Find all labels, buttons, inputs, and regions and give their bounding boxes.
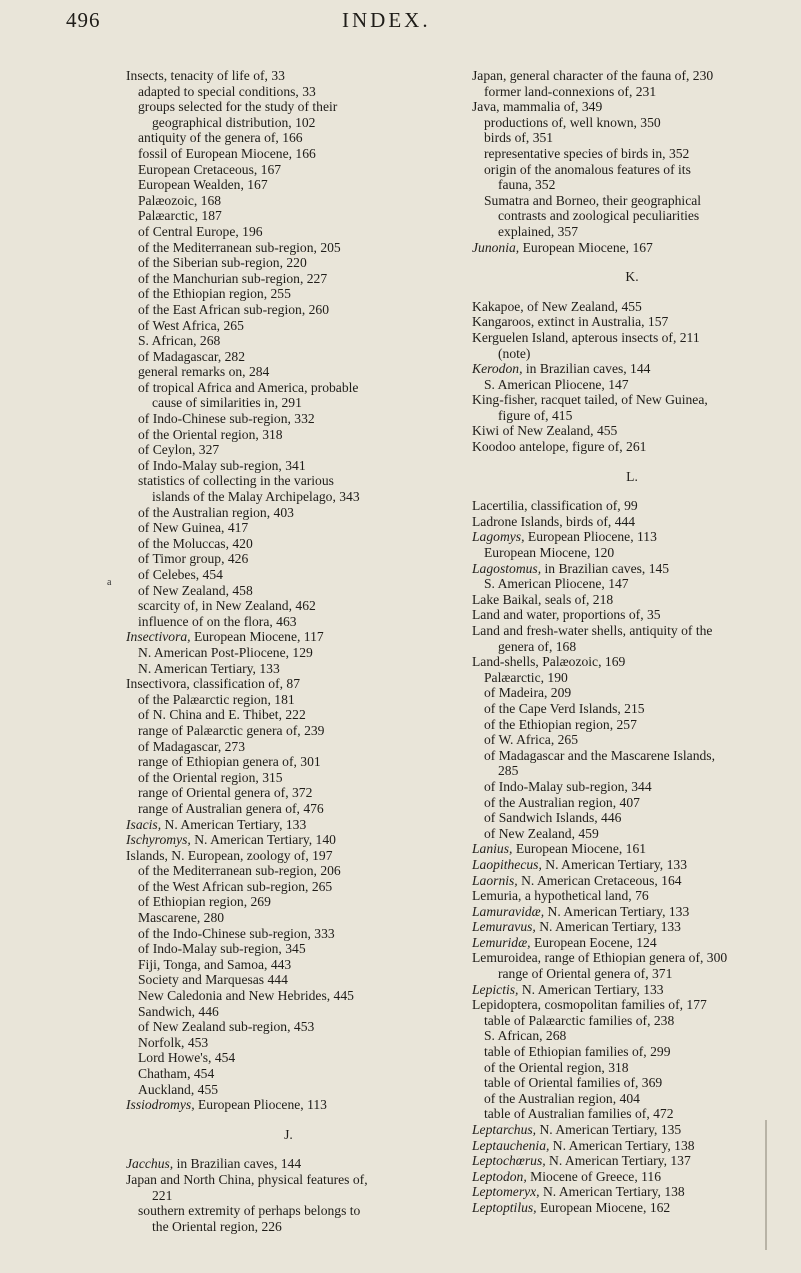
index-subentry: influence of on the flora, 463 [138, 613, 297, 629]
index-entry: Issiodromys, European Pliocene, 113 [126, 1097, 327, 1113]
index-subentry: southern extremity of perhaps belongs to [138, 1203, 361, 1219]
page-edge-shadow [765, 1120, 767, 1250]
index-subentry: S. African, 268 [484, 1028, 567, 1044]
section-letter: J. [284, 1126, 293, 1142]
index-subentry: of the Indo-Chinese sub-region, 333 [138, 925, 335, 941]
index-subentry: of Timor group, 426 [138, 551, 249, 567]
index-subentry: Sumatra and Borneo, their geographical [484, 192, 702, 208]
index-subentry: Society and Marquesas 444 [138, 972, 288, 988]
index-entry: Leptochœrus, N. American Tertiary, 137 [472, 1153, 691, 1169]
index-subentry: table of Ethiopian families of, 299 [484, 1044, 671, 1060]
index-subentry: Lord Howe's, 454 [138, 1050, 236, 1066]
taxon-name: Junonia, [472, 239, 520, 255]
taxon-name: Lagostomus, [472, 560, 542, 576]
index-entry: Kerodon, in Brazilian caves, 144 [472, 361, 651, 377]
index-subentry: of the Palæarctic region, 181 [138, 691, 295, 707]
index-subentry: of the Manchurian sub-region, 227 [138, 270, 328, 286]
index-subentry: 221 [152, 1187, 173, 1203]
taxon-name: Kerodon, [472, 361, 523, 377]
taxon-name: Lepictis, [472, 981, 519, 997]
index-entry: Lemuroidea, range of Ethiopian genera of, 300 [472, 950, 728, 966]
index-entry: Laornis, N. American Cretaceous, 164 [472, 872, 682, 888]
index-subentry: S. American Pliocene, 147 [484, 576, 629, 592]
index-subentry: table of Palæarctic families of, 238 [484, 1012, 675, 1028]
running-head: INDEX. [342, 8, 431, 32]
index-subentry: of New Zealand, 459 [484, 825, 599, 841]
index-entry: Laopithecus, N. American Tertiary, 133 [472, 856, 687, 872]
index-subentry: New Caledonia and New Hebrides, 445 [138, 988, 354, 1004]
index-subentry: of the Cape Verd Islands, 215 [484, 700, 645, 716]
index-subentry: of the Australian region, 403 [138, 504, 294, 520]
index-subentry: of the Australian region, 407 [484, 794, 640, 810]
index-subentry: general remarks on, 284 [138, 364, 270, 380]
index-entry: Lacertilia, classification of, 99 [472, 498, 638, 514]
taxon-name: Lanius, [472, 841, 513, 857]
index-entry: Lagomys, European Pliocene, 113 [472, 529, 657, 545]
index-subentry: of the Mediterranean sub-region, 206 [138, 863, 341, 879]
index-subentry: range of Oriental genera of, 371 [498, 966, 673, 982]
index-subentry: geographical distribution, 102 [152, 114, 316, 130]
index-subentry: European Wealden, 167 [138, 177, 268, 193]
index-entry: Ladrone Islands, birds of, 444 [472, 513, 636, 529]
index-entry: Lepidoptera, cosmopolitan families of, 177 [472, 997, 707, 1013]
index-subentry: of the East African sub-region, 260 [138, 301, 330, 317]
index-subentry: of New Guinea, 417 [138, 520, 249, 536]
index-entry: Lanius, European Miocene, 161 [472, 841, 647, 857]
index-subentry: Auckland, 455 [138, 1081, 219, 1097]
index-entry: Jacchus, in Brazilian caves, 144 [126, 1156, 302, 1172]
index-subentry: representative species of birds in, 352 [484, 145, 690, 161]
index-subentry: range of Oriental genera of, 372 [138, 785, 313, 801]
index-subentry: of the Mediterranean sub-region, 205 [138, 239, 341, 255]
index-subentry: of the Oriental region, 318 [484, 1059, 629, 1075]
index-subentry: of N. China and E. Thibet, 222 [138, 707, 306, 723]
index-subentry: fauna, 352 [498, 177, 556, 193]
index-subentry: adapted to special conditions, 33 [138, 83, 316, 99]
index-subentry: figure of, 415 [498, 407, 573, 423]
index-subentry: explained, 357 [498, 223, 579, 239]
taxon-name: Leptodon, [472, 1168, 527, 1184]
index-subentry: of Central Europe, 196 [138, 223, 263, 239]
taxon-name: Ischyromys, [126, 832, 191, 848]
taxon-name: Leptarchus, [472, 1122, 537, 1137]
index-subentry: range of Palæarctic genera of, 239 [138, 722, 325, 738]
index-subentry: of Madagascar and the Mascarene Islands, [484, 747, 715, 763]
index-subentry: antiquity of the genera of, 166 [138, 130, 303, 146]
taxon-name: Leptochœrus, [472, 1153, 546, 1169]
index-subentry: N. American Post-Pliocene, 129 [138, 644, 313, 660]
index-subentry: table of Australian families of, 472 [484, 1106, 674, 1122]
index-subentry: of Madeira, 209 [484, 685, 572, 701]
index-entry: Leptarchus, N. American Tertiary, 135 [472, 1122, 682, 1137]
index-subentry: of Ethiopian region, 269 [138, 894, 271, 910]
index-subentry: of Ceylon, 327 [138, 442, 220, 458]
index-entry: Kangaroos, extinct in Australia, 157 [472, 314, 669, 330]
index-subentry: S. African, 268 [138, 333, 221, 349]
index-subentry: of the Moluccas, 420 [138, 535, 253, 551]
index-subentry: former land-connexions of, 231 [484, 83, 657, 99]
taxon-name: Lagomys, [472, 529, 525, 545]
index-subentry: the Oriental region, 226 [152, 1218, 282, 1234]
index-entry: Lake Baikal, seals of, 218 [472, 591, 614, 607]
index-entry: Lemuridæ, European Eocene, 124 [472, 934, 657, 950]
index-subentry: Chatham, 454 [138, 1066, 215, 1081]
index-entry: Kerguelen Island, apterous insects of, 211 [472, 329, 700, 345]
index-subentry: of Indo-Malay sub-region, 345 [138, 941, 306, 957]
index-subentry: 285 [498, 763, 519, 779]
index-entry: Lemuravus, N. American Tertiary, 133 [472, 919, 681, 935]
index-subentry: European Cretaceous, 167 [138, 161, 282, 177]
index-entry: Lepictis, N. American Tertiary, 133 [472, 981, 664, 997]
index-entry: Ischyromys, N. American Tertiary, 140 [126, 832, 336, 848]
section-letter: L. [626, 468, 638, 484]
taxon-name: Leptoptilus, [472, 1199, 537, 1215]
page-number: 496 [66, 8, 101, 32]
index-entry: Isacis, N. American Tertiary, 133 [126, 816, 307, 832]
index-subentry: of the Australian region, 404 [484, 1090, 640, 1106]
index-entry: Insects, tenacity of life of, 33 [126, 68, 285, 83]
taxon-name: Isacis, [126, 816, 162, 832]
index-subentry: Norfolk, 453 [138, 1034, 209, 1050]
index-subentry: of Sandwich Islands, 446 [484, 810, 622, 826]
taxon-name: Issiodromys, [126, 1097, 195, 1113]
index-subentry: of Celebes, 454 [138, 567, 223, 582]
index-subentry: of tropical Africa and America, probable [138, 379, 359, 395]
index-subentry: N. American Tertiary, 133 [138, 660, 280, 676]
index-subentry: of New Zealand, 458 [138, 582, 253, 598]
index-entry: Lemuria, a hypothetical land, 76 [472, 888, 649, 904]
index-subentry: birds of, 351 [484, 130, 554, 146]
index-subentry: of W. Africa, 265 [484, 732, 579, 748]
index-subentry: European Miocene, 120 [484, 545, 615, 561]
index-subentry: of Indo-Malay sub-region, 344 [484, 778, 652, 794]
index-entry: Leptomeryx, N. American Tertiary, 138 [472, 1184, 685, 1200]
index-subentry: Sandwich, 446 [138, 1003, 219, 1019]
index-subentry: S. American Pliocene, 147 [484, 376, 629, 392]
index-subentry: range of Australian genera of, 476 [138, 800, 324, 816]
index-column-right [472, 68, 792, 1216]
index-entry: Land and fresh-water shells, antiquity of the [472, 623, 713, 638]
index-entry: Insectivora, classification of, 87 [126, 676, 301, 692]
index-subentry: groups selected for the study of their [138, 99, 338, 115]
index-subentry: of New Zealand sub-region, 453 [138, 1019, 315, 1035]
index-subentry: of the Ethiopian region, 255 [138, 286, 291, 302]
index-subentry: cause of similarities in, 291 [152, 395, 302, 411]
index-entry: Koodoo antelope, figure of, 261 [472, 439, 647, 455]
index-subentry: genera of, 168 [498, 638, 577, 654]
index-subentry: islands of the Malay Archipelago, 343 [152, 489, 360, 505]
index-entry: Kiwi of New Zealand, 455 [472, 423, 618, 439]
index-subentry: Fiji, Tonga, and Samoa, 443 [138, 956, 292, 972]
index-subentry: Mascarene, 280 [138, 910, 225, 926]
index-entry: Land-shells, Palæozoic, 169 [472, 654, 626, 670]
index-entry: King-fisher, racquet tailed, of New Guinea, [472, 392, 708, 408]
index-entry: Insectivora, European Miocene, 117 [126, 629, 324, 645]
taxon-name: Laopithecus, [472, 856, 542, 872]
index-subentry: of West Africa, 265 [138, 317, 244, 333]
index-subentry: Palæarctic, 190 [484, 669, 568, 685]
taxon-name: Lamuravidæ, [472, 903, 545, 919]
index-subentry: contrasts and zoological peculiarities [498, 208, 700, 224]
index-entry: Junonia, European Miocene, 167 [472, 239, 653, 255]
index-subentry: of the Oriental region, 315 [138, 769, 283, 785]
index-entry: Lamuravidæ, N. American Tertiary, 133 [472, 903, 690, 919]
index-column-left [126, 68, 451, 1234]
index-subentry: of the West African sub-region, 265 [138, 878, 333, 894]
index-subentry: of the Siberian sub-region, 220 [138, 255, 307, 271]
index-subentry: origin of the anomalous features of its [484, 161, 691, 177]
taxon-name: Lemuravus, [472, 919, 536, 935]
index-subentry: Palæozoic, 168 [138, 192, 222, 208]
index-subentry: (note) [498, 345, 531, 361]
taxon-name: Lemuridæ, [472, 934, 531, 950]
taxon-name: Laornis, [472, 872, 518, 888]
index-subentry: range of Ethiopian genera of, 301 [138, 754, 321, 770]
index-subentry: table of Oriental families of, 369 [484, 1075, 663, 1091]
taxon-name: Jacchus, [126, 1156, 174, 1172]
section-letter: K. [625, 269, 639, 285]
index-subentry: of the Oriental region, 318 [138, 426, 283, 442]
index-subentry: of Indo-Chinese sub-region, 332 [138, 411, 315, 427]
index-subentry: productions of, well known, 350 [484, 114, 661, 130]
index-subentry: of the Ethiopian region, 257 [484, 716, 637, 732]
index-entry: Land and water, proportions of, 35 [472, 607, 661, 623]
index-entry: Japan, general character of the fauna of, 230 [472, 68, 714, 83]
taxon-name: Leptauchenia, [472, 1137, 550, 1153]
index-entry: Kakapoe, of New Zealand, 455 [472, 298, 642, 314]
taxon-name: Leptomeryx, [472, 1184, 540, 1200]
index-subentry: statistics of collecting in the various [138, 473, 334, 489]
index-entry: Islands, N. European, zoology of, 197 [126, 847, 333, 863]
taxon-name: Insectivora, [126, 629, 191, 645]
index-subentry: fossil of European Miocene, 166 [138, 145, 316, 161]
index-subentry: of Madagascar, 273 [138, 738, 246, 754]
index-subentry: of Indo-Malay sub-region, 341 [138, 457, 306, 473]
index-subentry: Palæarctic, 187 [138, 208, 222, 224]
index-subentry: scarcity of, in New Zealand, 462 [138, 598, 316, 614]
margin-mark: a [107, 577, 112, 588]
index-entry: Leptoptilus, European Miocene, 162 [472, 1199, 671, 1215]
index-entry: Japan and North China, physical features of, [126, 1171, 368, 1187]
index-entry: Leptodon, Miocene of Greece, 116 [472, 1168, 662, 1184]
index-subentry: of Madagascar, 282 [138, 348, 246, 364]
index-entry: Lagostomus, in Brazilian caves, 145 [472, 560, 670, 576]
index-entry: Leptauchenia, N. American Tertiary, 138 [472, 1137, 695, 1153]
index-entry: Java, mammalia of, 349 [472, 99, 603, 115]
